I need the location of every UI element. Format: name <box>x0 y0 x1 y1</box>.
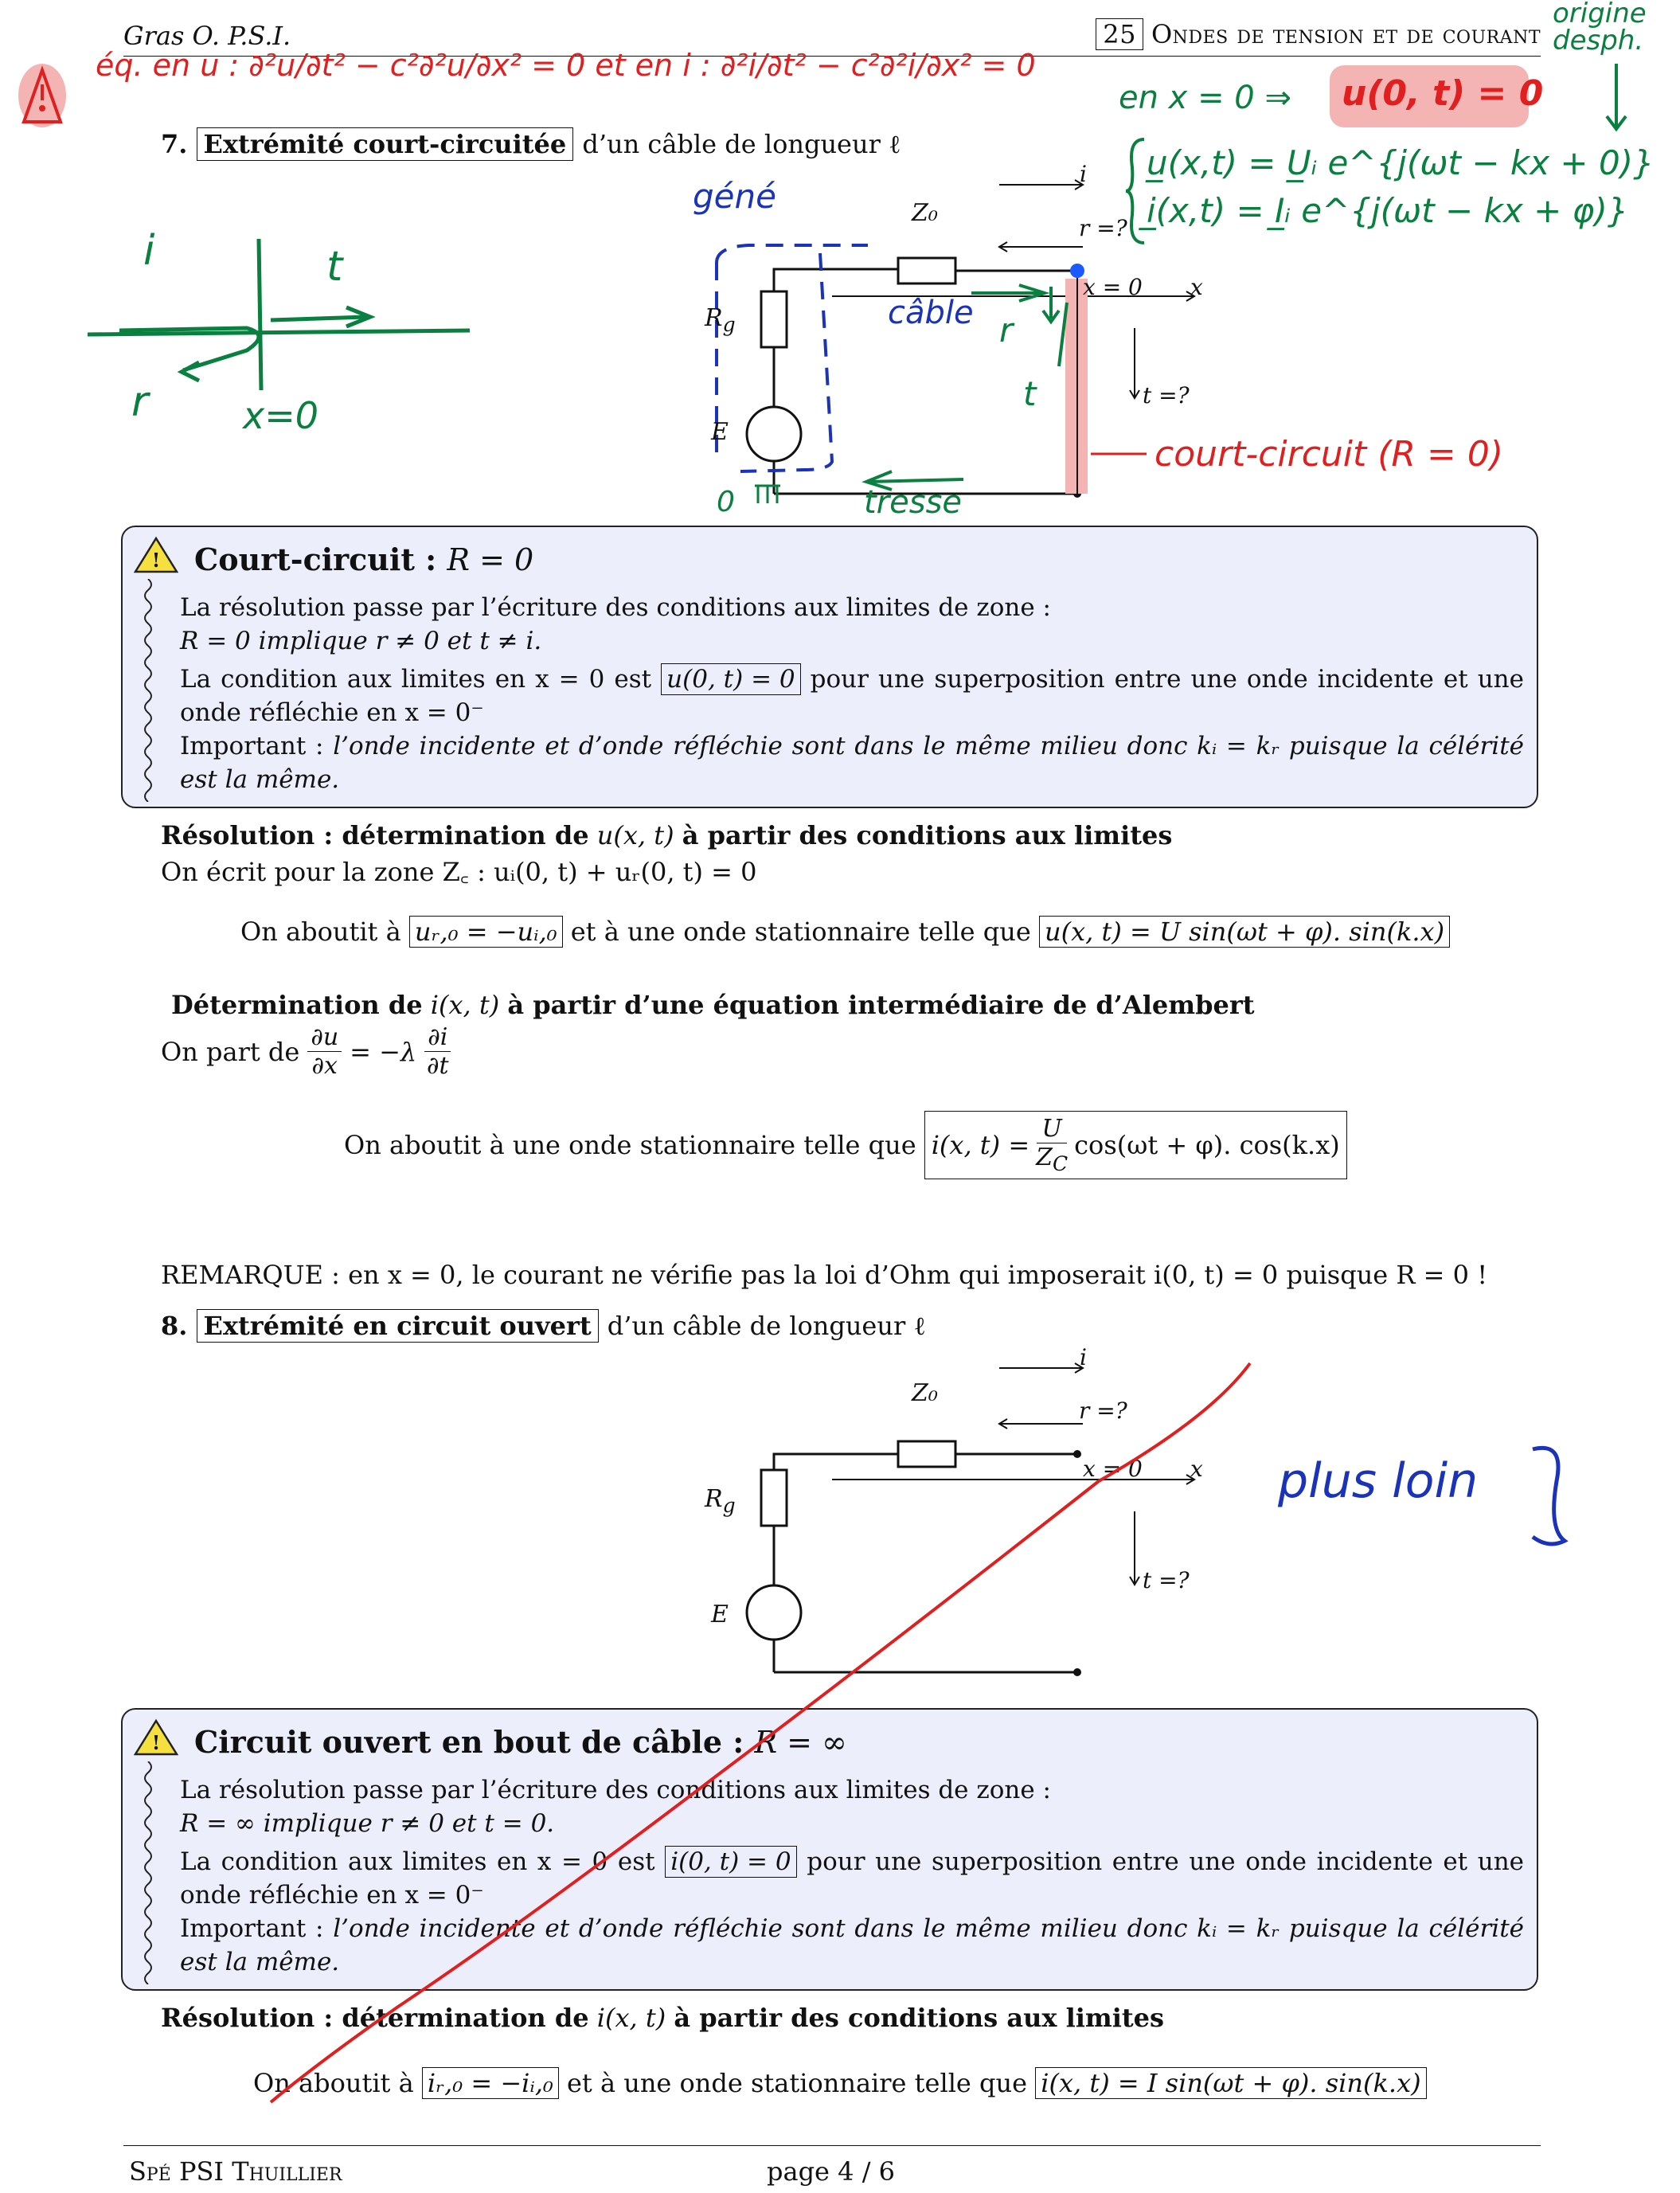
warning-icon-2 <box>134 1718 178 1757</box>
res1-title-a: Résolution : détermination de <box>161 820 589 850</box>
res1-result-box2: u(x, t) = U sin(ωt + φ). sin(k.x) <box>1039 916 1450 948</box>
annotation-t-circuit: t <box>1023 374 1037 413</box>
oc-line3-box: i(0, t) = 0 <box>665 1846 796 1878</box>
shortcircuit-title-text: Court-circuit : <box>194 541 447 577</box>
res2-title-b: à partir d’une équation intermédiaire de d’Alembert <box>507 990 1255 1020</box>
annotation-u0: u(0, t) = 0 <box>1342 73 1544 114</box>
label-x0-2: x = 0 <box>1083 1456 1143 1482</box>
opencircuit-box <box>121 1708 1538 1991</box>
opencircuit-box-lines <box>180 1773 1524 1979</box>
res2-result-den-wrap <box>1036 1143 1068 1175</box>
svg-text:!: ! <box>151 1731 161 1754</box>
section7-number: 7. <box>161 129 188 159</box>
annotation-cable: câble <box>888 295 974 331</box>
annotation-u-eq: u̲(x,t) = U̲ᵢ e^{j(ωt − kx + 0)} <box>1147 143 1655 182</box>
label-r-1: r =? <box>1079 215 1127 241</box>
res8-result-box2: i(x, t) = I sin(ωt + φ). sin(k.x) <box>1035 2067 1426 2099</box>
res8-title-a: Résolution : détermination de <box>161 2003 589 2033</box>
label-e-1: E <box>711 418 729 446</box>
label-e-2: E <box>711 1601 729 1628</box>
res2-title-m: i(x, t) <box>430 990 500 1020</box>
label-x-1: x <box>1190 274 1203 300</box>
res2-title <box>171 990 1254 1020</box>
res8-result-a: On aboutit à <box>253 2068 414 2098</box>
res8-title-b: à partir des conditions aux limites <box>674 2003 1165 2033</box>
res2-result-a: On aboutit à une onde stationnaire telle que <box>344 1130 916 1160</box>
warning-icon <box>134 535 178 575</box>
shortcircuit-box <box>121 526 1538 808</box>
sc-line4-a: Important : <box>180 732 334 760</box>
res8-title-m: i(x, t) <box>596 2003 666 2033</box>
header-chapter <box>1096 19 1541 49</box>
label-rg-2 <box>705 1485 736 1517</box>
res2-line <box>161 1023 451 1080</box>
res2-result-box <box>924 1111 1347 1179</box>
annotation-plusloin: plus loin <box>1278 1453 1479 1509</box>
label-z0-2: Z₀ <box>912 1379 938 1407</box>
label-t-1: t =? <box>1143 382 1190 408</box>
res2-title-a: Détermination de <box>171 990 423 1020</box>
section8-number: 8. <box>161 1311 188 1341</box>
label-i-2: i <box>1080 1344 1087 1370</box>
res2-result-frac <box>1036 1115 1068 1175</box>
res8-result <box>253 2067 1427 2099</box>
oc-line4 <box>180 1912 1524 1979</box>
res2-line-a: On part de <box>161 1036 300 1067</box>
res1-result <box>240 916 1450 948</box>
label-z0-1: Z₀ <box>912 199 938 227</box>
res1-title-b: à partir des conditions aux limites <box>682 820 1173 850</box>
opencircuit-title-math: R = ∞ <box>754 1725 847 1760</box>
annotation-r-circuit: r <box>999 311 1014 350</box>
sc-line3-box: u(0, t) = 0 <box>661 663 800 695</box>
annotation-gene: géné <box>693 177 776 216</box>
oc-line4-a: Important : <box>180 1914 334 1943</box>
res2-result-num: U <box>1037 1115 1066 1143</box>
oc-line3 <box>180 1845 1524 1912</box>
sc-line1: La résolution passe par l’écriture des conditions aux limites de zone : <box>180 593 1051 622</box>
annotation-diag-x0: x=0 <box>243 394 319 437</box>
res1-line: On écrit pour la zone Z꜀ : uᵢ(0, t) + uᵣ(0, t) = 0 <box>161 857 757 887</box>
label-rg2-main: R <box>705 1485 723 1513</box>
res2-result <box>344 1111 1347 1179</box>
annotation-red-equations: éq. en u : ∂²u/∂t² − c²∂²u/∂x² = 0 et en i : ∂²i/∂t² − c²∂²i/∂x² = 0 <box>96 48 1036 83</box>
oc-line3-a: La condition aux limites en x = 0 est <box>180 1847 655 1876</box>
sc-line3-a: La condition aux limites en x = 0 est <box>180 665 652 694</box>
res1-title-m: u(x, t) <box>596 820 674 850</box>
label-r-2: r =? <box>1079 1398 1127 1424</box>
label-x-2: x <box>1190 1456 1203 1482</box>
label-rg-sub: g <box>722 313 736 336</box>
sc-line3-b: pour une superposition entre une onde incidente et une onde réfléchie en x = 0⁻ <box>180 665 1524 727</box>
label-t-2: t =? <box>1143 1567 1190 1593</box>
footer-page: page 4 / 6 <box>767 2156 895 2187</box>
annotation-x0: en x = 0 ⇒ <box>1119 80 1291 116</box>
res2-frac2 <box>424 1023 451 1080</box>
shortcircuit-box-title <box>194 541 533 577</box>
label-i-1: i <box>1080 161 1087 187</box>
res2-line-mid: = −λ <box>350 1036 417 1067</box>
shortcircuit-title-math: R = 0 <box>447 542 534 577</box>
section8-tail: d’un câble de longueur ℓ <box>607 1311 926 1341</box>
res1-result-a: On aboutit à <box>240 917 401 947</box>
spring-icon <box>140 579 156 802</box>
opencircuit-title-text: Circuit ouvert en bout de câble : <box>194 1724 755 1760</box>
res2-frac1 <box>307 1023 342 1080</box>
res2-num2: ∂i <box>424 1023 451 1052</box>
annotation-origin: origine desph. <box>1553 0 1647 57</box>
sc-line3 <box>180 663 1524 729</box>
oc-line3-b: pour une superposition entre une onde incidente et une onde réfléchie en x = 0⁻ <box>180 1847 1525 1910</box>
sc-line2: R = 0 implique r ≠ 0 et t ≠ i. <box>180 627 542 655</box>
opencircuit-box-title <box>194 1724 847 1760</box>
label-x0-1: x = 0 <box>1083 274 1143 300</box>
annotation-zero: 0 <box>717 486 735 518</box>
shortcircuit-box-lines <box>180 591 1524 796</box>
header-author: Gras O. P.S.I. <box>123 21 291 51</box>
annotation-diag-r: r <box>131 378 149 426</box>
annotation-origin-arrow <box>1600 64 1632 135</box>
warning-hand-icon <box>14 46 70 134</box>
annotation-diag-i: i <box>143 227 155 275</box>
annotation-tresse: tresse <box>864 484 963 521</box>
chapter-number: 25 <box>1096 18 1143 50</box>
res8-result-box1: iᵣ,₀ = −iᵢ,₀ <box>422 2067 559 2099</box>
res1-title <box>161 820 1172 850</box>
res2-den1: ∂x <box>311 1052 338 1080</box>
oc-line2: R = ∞ implique r ≠ 0 et t = 0. <box>180 1809 555 1838</box>
annotation-shortcircuit: court-circuit (R = 0) <box>1155 434 1504 475</box>
section8-title <box>161 1311 926 1341</box>
res2-den2: ∂t <box>427 1052 449 1080</box>
annotation-diag-t: t <box>326 243 343 291</box>
res2-result-rhs: cos(ωt + φ). cos(k.x) <box>1074 1130 1340 1160</box>
footer-left: Spé PSI Thuillier <box>129 2156 342 2187</box>
section7-title <box>161 129 901 159</box>
spring-icon-2 <box>140 1761 156 1984</box>
res1-result-b: et à une onde stationnaire telle que <box>570 917 1031 947</box>
res2-result-den-sub: C <box>1052 1152 1069 1175</box>
sc-line4 <box>180 729 1524 796</box>
res1-result-box1: uᵣ,₀ = −uᵢ,₀ <box>409 916 563 948</box>
section7-tail: d’un câble de longueur ℓ <box>582 129 901 159</box>
chapter-title: Ondes de tension et de courant <box>1151 19 1541 49</box>
annotation-i-eq: i̲(x,t) = I̲ᵢ e^{j(ωt − kx + φ)} <box>1147 191 1629 230</box>
svg-text:!: ! <box>151 549 161 572</box>
oc-line1: La résolution passe par l’écriture des conditions aux limites de zone : <box>180 1776 1051 1804</box>
res8-result-b: et à une onde stationnaire telle que <box>566 2068 1028 2098</box>
section7-boxed: Extrémité court-circuitée <box>197 127 574 161</box>
res2-num1: ∂u <box>307 1023 342 1052</box>
label-rg-main: R <box>705 304 723 332</box>
oc-line4-b: l’onde incidente et d’onde réfléchie sont dans le même milieu donc kᵢ = kᵣ puisque la célérité est la même. <box>180 1914 1524 1976</box>
sc-line4-b: l’onde incidente et d’onde réfléchie sont dans le même milieu donc kᵢ = kᵣ puisque la célérité est la même. <box>180 732 1524 794</box>
res2-result-den: Z <box>1036 1143 1053 1171</box>
annotation-plusloin-arrow <box>1517 1441 1596 1561</box>
label-rg2-sub: g <box>722 1494 736 1517</box>
footer-rule <box>123 2145 1541 2146</box>
label-rg-1 <box>705 304 736 336</box>
res8-title <box>161 2003 1164 2033</box>
circuit-diagram-2 <box>685 1338 1258 1696</box>
res2-result-lhs: i(x, t) = <box>931 1130 1030 1160</box>
remark: REMARQUE : en x = 0, le courant ne vérifie pas la loi d’Ohm qui imposerait i(0, t) = 0 puisque R = 0 ! <box>161 1260 1488 1290</box>
section8-boxed: Extrémité en circuit ouvert <box>197 1309 599 1343</box>
